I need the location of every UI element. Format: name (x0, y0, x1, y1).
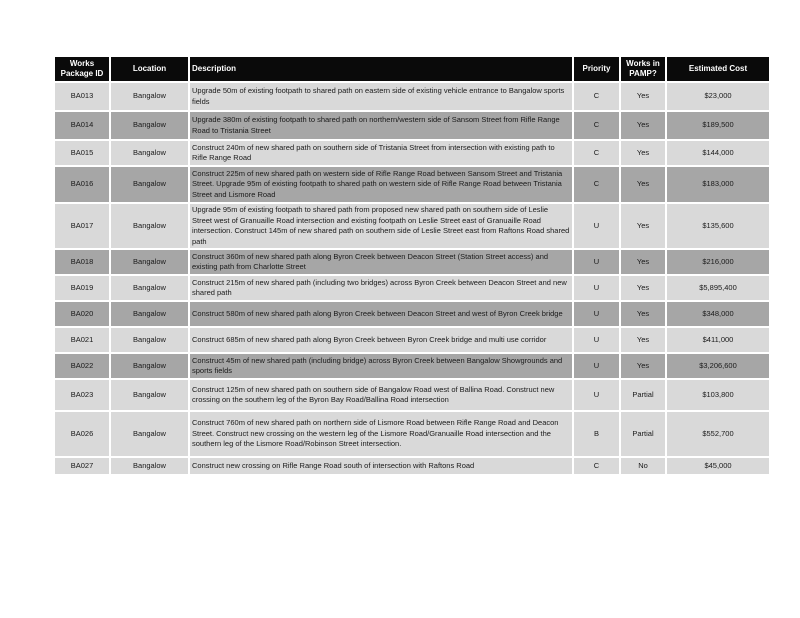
cell-location: Bangalow (111, 141, 188, 165)
table-row (55, 276, 769, 300)
cell-pamp: Yes (621, 276, 665, 300)
cell-location: Bangalow (111, 250, 188, 274)
cell-cost: $144,000 (667, 141, 769, 165)
table-row (55, 302, 769, 326)
cell-id: BA017 (55, 204, 109, 248)
cell-description: Construct 580m of new shared path along Byron Creek between Deacon Street and west of Byron Creek bridge (190, 302, 572, 326)
cell-location: Bangalow (111, 458, 188, 474)
table-header-row (55, 57, 769, 81)
cell-cost: $411,000 (667, 328, 769, 352)
cell-cost: $103,800 (667, 380, 769, 410)
cell-id: BA027 (55, 458, 109, 474)
cell-pamp: Yes (621, 250, 665, 274)
cell-id: BA026 (55, 412, 109, 456)
table-row (55, 380, 769, 410)
cell-id: BA019 (55, 276, 109, 300)
cell-id: BA016 (55, 167, 109, 202)
cell-cost: $189,500 (667, 112, 769, 139)
header-location: Location (111, 57, 188, 81)
table-row (55, 458, 769, 474)
cell-id: BA020 (55, 302, 109, 326)
table-row (55, 83, 769, 110)
cell-priority: U (574, 250, 619, 274)
cell-id: BA015 (55, 141, 109, 165)
cell-pamp: Yes (621, 112, 665, 139)
cell-cost: $5,895,400 (667, 276, 769, 300)
cell-cost: $23,000 (667, 83, 769, 110)
cell-pamp: Yes (621, 302, 665, 326)
header-works-package-id: Works Package ID (55, 57, 109, 81)
cell-cost: $216,000 (667, 250, 769, 274)
cell-cost: $552,700 (667, 412, 769, 456)
cell-priority: C (574, 167, 619, 202)
table-row (55, 204, 769, 248)
cell-description: Construct 225m of new shared path on western side of Rifle Range Road between Sansom Street and Tristania Street. Upgrade 95m of existing footpath to shared path on western side of Rifle Range Road between Tristania Street and Lismore Road (190, 167, 572, 202)
table-row (55, 141, 769, 165)
cell-location: Bangalow (111, 204, 188, 248)
cell-pamp: Yes (621, 167, 665, 202)
cell-description: Construct 125m of new shared path on southern side of Bangalow Road west of Ballina Road. Construct new crossing on the southern leg of the Byron Bay Road/Ballina Road intersection (190, 380, 572, 410)
cell-id: BA022 (55, 354, 109, 378)
cell-id: BA018 (55, 250, 109, 274)
cell-description: Construct 240m of new shared path on southern side of Tristania Street from intersection with existing path to Rifle Range Road (190, 141, 572, 165)
cell-description: Construct 685m of new shared path along Byron Creek between Byron Creek bridge and multi use corridor (190, 328, 572, 352)
cell-cost: $183,000 (667, 167, 769, 202)
cell-description: Construct 45m of new shared path (including bridge) across Byron Creek between Bangalow Showgrounds and sports fields (190, 354, 572, 378)
cell-id: BA014 (55, 112, 109, 139)
cell-cost: $135,600 (667, 204, 769, 248)
cell-priority: C (574, 112, 619, 139)
cell-id: BA013 (55, 83, 109, 110)
cell-id: BA023 (55, 380, 109, 410)
cell-description: Construct 760m of new shared path on northern side of Lismore Road between Rifle Range Road and Deacon Street. Construct new crossing on the western leg of the Lismore Road/Granuaille Road intersection and the southern leg of the Lismore Road/Robinson Street intersection. (190, 412, 572, 456)
cell-location: Bangalow (111, 412, 188, 456)
cell-pamp: Partial (621, 380, 665, 410)
cell-description: Upgrade 50m of existing footpath to shared path on eastern side of existing vehicle entrance to Bangalow sports fields (190, 83, 572, 110)
cell-description: Construct 215m of new shared path (including two bridges) across Byron Creek between Deacon Street and new shared path (190, 276, 572, 300)
table-row (55, 354, 769, 378)
cell-pamp: No (621, 458, 665, 474)
cell-priority: C (574, 458, 619, 474)
cell-location: Bangalow (111, 302, 188, 326)
cell-cost: $348,000 (667, 302, 769, 326)
header-priority: Priority (574, 57, 619, 81)
cell-priority: U (574, 328, 619, 352)
cell-pamp: Yes (621, 83, 665, 110)
cell-location: Bangalow (111, 167, 188, 202)
header-description: Description (190, 57, 572, 81)
cell-priority: U (574, 302, 619, 326)
cell-priority: U (574, 204, 619, 248)
cell-location: Bangalow (111, 276, 188, 300)
cell-priority: C (574, 141, 619, 165)
cell-location: Bangalow (111, 83, 188, 110)
cell-description: Construct 360m of new shared path along Byron Creek between Deacon Street (Station Street access) and existing path from Charlotte Street (190, 250, 572, 274)
cell-priority: C (574, 83, 619, 110)
table-row (55, 328, 769, 352)
table-row (55, 412, 769, 456)
works-table (53, 55, 771, 476)
cell-pamp: Yes (621, 354, 665, 378)
cell-description: Upgrade 95m of existing footpath to shared path from proposed new shared path on southern side of Leslie Street west of Granuaille Road intersection and existing footpath on Leslie Street east of Granuaille Road intersection. Construct 145m of new shared path on southern side of Leslie Street east from Raftons Road shared path (190, 204, 572, 248)
header-works-in-pamp: Works in PAMP? (621, 57, 665, 81)
table-row (55, 167, 769, 202)
table-row (55, 250, 769, 274)
cell-pamp: Yes (621, 141, 665, 165)
cell-priority: U (574, 276, 619, 300)
table-row (55, 112, 769, 139)
cell-pamp: Yes (621, 328, 665, 352)
cell-pamp: Yes (621, 204, 665, 248)
header-estimated-cost: Estimated Cost (667, 57, 769, 81)
cell-location: Bangalow (111, 328, 188, 352)
cell-location: Bangalow (111, 112, 188, 139)
cell-description: Construct new crossing on Rifle Range Road south of intersection with Raftons Road (190, 458, 572, 474)
cell-cost: $45,000 (667, 458, 769, 474)
cell-id: BA021 (55, 328, 109, 352)
cell-description: Upgrade 380m of existing footpath to shared path on northern/western side of Sansom Street from Rifle Range Road to Tristania Street (190, 112, 572, 139)
cell-priority: U (574, 380, 619, 410)
cell-priority: U (574, 354, 619, 378)
cell-location: Bangalow (111, 354, 188, 378)
cell-location: Bangalow (111, 380, 188, 410)
cell-cost: $3,206,600 (667, 354, 769, 378)
cell-priority: B (574, 412, 619, 456)
cell-pamp: Partial (621, 412, 665, 456)
